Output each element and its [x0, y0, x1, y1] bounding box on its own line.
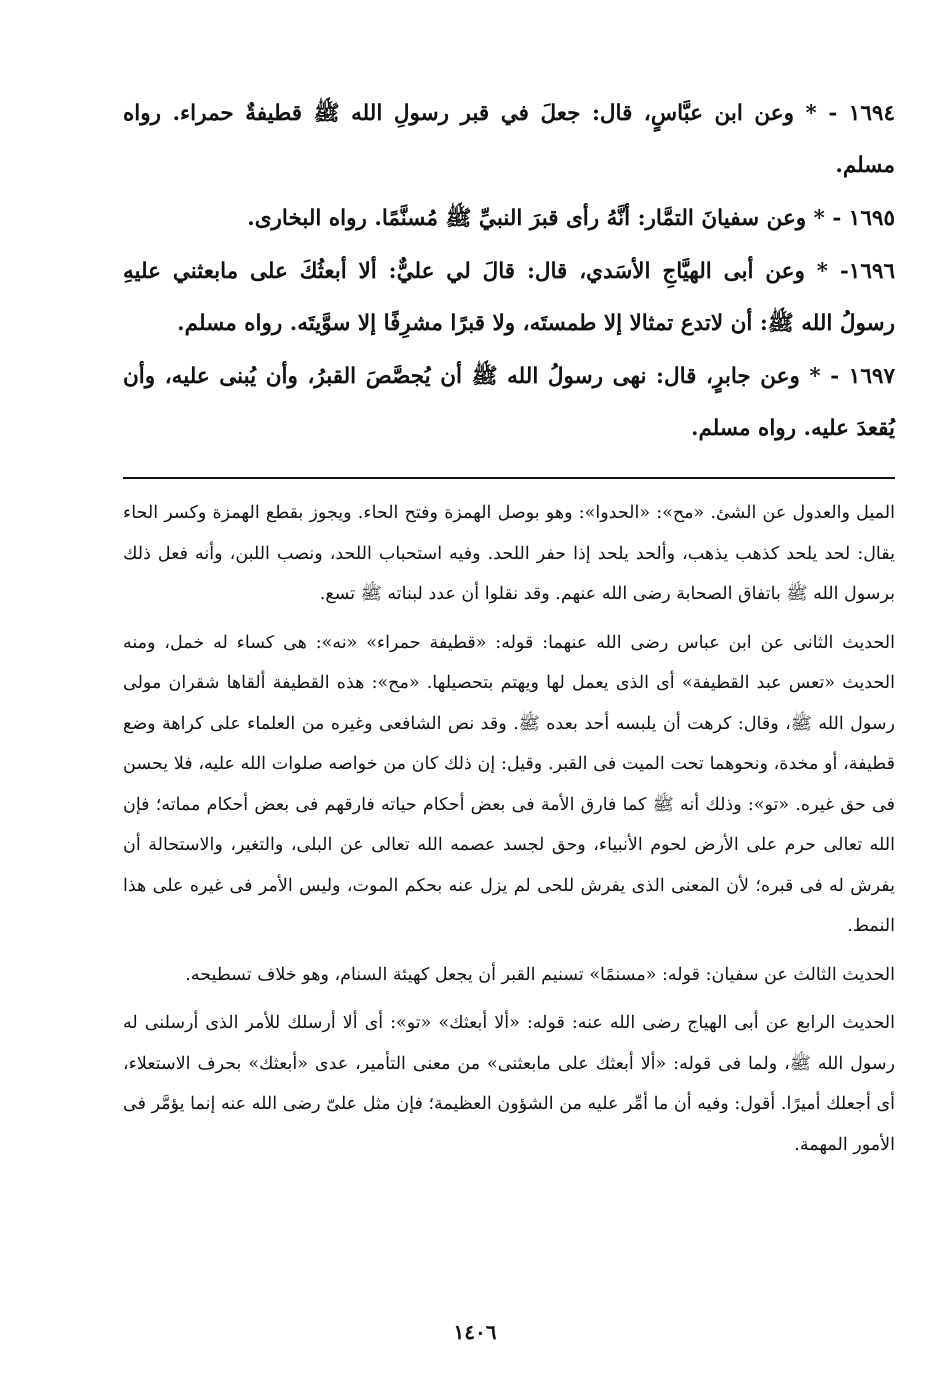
commentary-paragraph: الحديث الثالث عن سفيان: قوله: «مسنمًا» تسنيم القبر أن يجعل كهيئة السنام، وهو خلاف تسطيحه.: [185, 964, 895, 985]
footnote-divider: [123, 477, 895, 479]
hadith-section: [123, 88, 895, 455]
hadith-1696: ١٦٩٦- * وعن أبى الهيَّاجِ الأسَدي، قال: قالَ لي عليٌّ: ألا أبعثُكَ على مابعثني عليهِ رسولُ الله ﷺ: أن لاتدع تمثالا إلا طمستَه، ولا قبرًا مشرِفًا إلا سوَّيتَه. رواه مسلم.: [123, 259, 895, 336]
page-number: ١٤٠٦: [453, 1320, 497, 1344]
commentary-section: [123, 493, 895, 1165]
hadith-1694: ١٦٩٤ - * وعن ابن عبَّاسٍ، قال: جعلَ في قبر رسولِ الله ﷺ قطيفةٌ حمراء. رواه مسلم.: [123, 101, 895, 178]
commentary-paragraph: الحديث الثانى عن ابن عباس رضى الله عنهما: قوله: «قطيفة حمراء» «نه»: هى كساء له خمل، ومنه الحديث «تعس عبد القطيفة» أى الذى يعمل لها ويهتم بتحصيلها. «مح»: هذه القطيفة ألقاها شقران مولى رسول الله ﷺ، وقال: كرهت أن يلبسه أحد بعده ﷺ. وقد نص الشافعى وغيره من العلماء على كراهة وضع قطيفة، أو مخدة، ونحوهما تحت الميت فى القبر. وقيل: إن ذلك كان من خواصه صلوات الله عليه، فلا يحسن فى حق غيره. «تو»: وذلك أنه ﷺ كما فارق الأمة فى بعض أحكام حياته فارقهم فى بعض أحكام مماته؛ فإن الله تعالى حرم على الأرض لحوم الأنبياء، وحق لجسد عصمه الله تعالى عن البلى، والتغير، والاستحالة أن يفرش له فى قبره؛ لأن المعنى الذى يفرش للحى لم يزل عنه بحكم الموت، وليس الأمر فى غيره على هذا النمط.: [123, 632, 895, 936]
hadith-1697: ١٦٩٧ - * وعن جابرٍ، قال: نهى رسولُ الله ﷺ أن يُجصَّصَ القبرُ، وأن يُبنى عليه، وأن يُقعدَ عليه. رواه مسلم.: [123, 364, 895, 441]
hadith-1695: ١٦٩٥ - * وعن سفيانَ التمَّار: أنَّهُ رأى قبرَ النبيِّ ﷺ مُسنَّمًا. رواه البخارى.: [247, 206, 895, 231]
commentary-paragraph: الميل والعدول عن الشئ. «مح»: «الحدوا»: وهو بوصل الهمزة وفتح الحاء. ويجوز بقطع الهمزة وكسر الحاء يقال: لحد يلحد كذهب يذهب، وألحد يلحد إذا حفر اللحد. وفيه استحباب اللحد، ونصب اللبن، وأنه فعل ذلك برسول الله ﷺ باتفاق الصحابة رضى الله عنهم. وقد نقلوا أن عدد لبناته ﷺ تسع.: [123, 503, 895, 604]
commentary-paragraph: الحديث الرابع عن أبى الهياج رضى الله عنه: قوله: «ألا أبعثك» «تو»: أى ألا أرسلك للأمر الذى أرسلنى له رسول الله ﷺ، ولما فى قوله: «ألا أبعثك على مابعثنى» من معنى التأمير، عدى «أبعثك» بحرف الاستعلاء، أى أجعلك أميرًا. أقول: وفيه أن ما أمِّر عليه من الشؤون العظيمة؛ فإن مثل علىّ رضى الله عنه إنما يؤمَّر فى الأمور المهمة.: [123, 1013, 895, 1155]
